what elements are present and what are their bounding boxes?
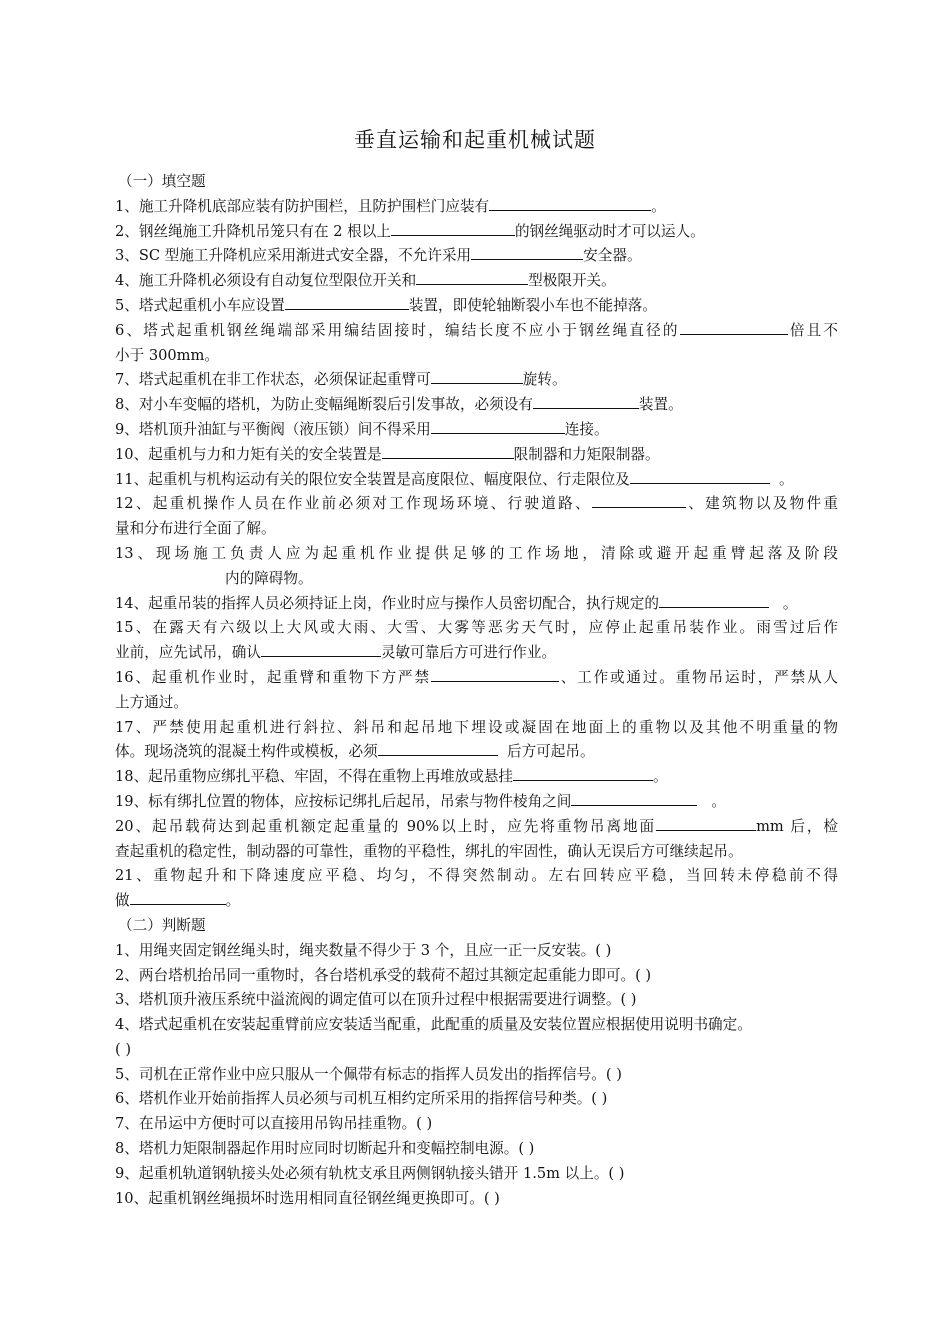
- document-title: 垂直运输和起重机械试题: [354, 128, 596, 152]
- question-16-cont: 上方通过。: [115, 693, 188, 711]
- answer-blank[interactable]: [656, 816, 756, 831]
- answer-blank[interactable]: [285, 295, 409, 310]
- question-16: 16、起重机作业时，起重臂和重物下方严禁 、工作或通过。重物吊运时，严禁从人: [115, 668, 838, 686]
- section-heading-true-false: （二）判断题: [118, 916, 206, 934]
- question-10: 10、起重机与力和力矩有关的安全装置是 限制器和力矩限制器。: [115, 445, 660, 463]
- judgement-2: 2、两台塔机抬吊同一重物时，各台塔机承受的载荷不超过其额定起重能力即可。( ): [115, 966, 652, 984]
- question-15: 15、在露天有六级以上大风或大雨、大雪、大雾等恶劣天气时，应停止起重吊装作业。雨雪过后作: [115, 619, 838, 637]
- question-20-cont: 查起重机的稳定性，制动器的可靠性，重物的平稳性，绑扎的牢固性，确认无误后方可继续起吊。: [115, 842, 743, 860]
- answer-blank[interactable]: [471, 245, 583, 260]
- question-3: 3、SC 型施工升降机应采用渐进式安全器，不允许采用 安全器。: [115, 247, 642, 265]
- question-11: 11、起重机与机构运动有关的限位安全装置是高度限位、幅度限位、行走限位及 。: [115, 470, 794, 488]
- judgement-3: 3、塔机顶升液压系统中溢流阀的调定值可以在顶升过程中根据需要进行调整。( ): [115, 991, 637, 1009]
- document-body: [115, 170, 838, 1211]
- answer-blank[interactable]: [680, 320, 788, 335]
- judgement-5: 5、司机在正常作业中应只服从一个佩带有标志的指挥人员发出的指挥信号。( ): [115, 1065, 622, 1083]
- question-12: 12、起重机操作人员在作业前必须对工作现场环境、行驶道路、 、建筑物以及物件重: [115, 495, 838, 513]
- judgement-4: 4、塔式起重机在安装起重臂前应安装适当配重，此配重的质量及安装位置应根据使用说明书确定。: [115, 1016, 752, 1034]
- question-8: 8、对小车变幅的塔机，为防止变幅绳断裂后引发事故，必须设有 装置。: [115, 396, 683, 414]
- question-2: 2、钢丝绳施工升降机吊笼只有在 2 根以上 的钢丝绳驱动时才可以运人。: [115, 222, 705, 240]
- question-1: 1、施工升降机底部应装有防护围栏，且防护围栏门应装有 。: [115, 197, 666, 215]
- answer-blank[interactable]: [659, 593, 769, 608]
- answer-blank[interactable]: [431, 667, 559, 682]
- question-14: 14、起重吊装的指挥人员必须持证上岗，作业时应与操作人员密切配合，执行规定的 。: [115, 594, 798, 612]
- section-heading-fill-blank: （一）填空题: [118, 173, 206, 190]
- question-13-cont: 内的障碍物。: [115, 567, 838, 592]
- question-17: 17、严禁使用起重机进行斜拉、斜吊和起吊地下埋设或凝固在地面上的重物以及其他不明重量的物: [115, 718, 838, 736]
- judgement-8: 8、塔机力矩限制器起作用时应同时切断起升和变幅控制电源。( ): [115, 1140, 535, 1158]
- question-20: 20、起吊载荷达到起重机额定起重量的 90%以上时，应先将重物吊离地面 mm 后，检: [115, 817, 838, 835]
- answer-blank[interactable]: [489, 196, 651, 211]
- answer-blank[interactable]: [571, 791, 697, 806]
- question-6-cont: 小于 300mm。: [115, 346, 219, 364]
- question-17-cont: 体。现场浇筑的混凝土构件或模板，必须 后方可起吊。: [115, 743, 595, 761]
- question-4: 4、施工升降机必须设有自动复位型限位开关和 型极限开关。: [115, 272, 616, 290]
- answer-blank[interactable]: [630, 469, 770, 484]
- answer-blank[interactable]: [382, 444, 514, 459]
- judgement-6: 6、塔机作业开始前指挥人员必须与司机互相约定所采用的指挥信号种类。( ): [115, 1090, 608, 1108]
- question-13: 13、现场施工负责人应为起重机作业提供足够的工作场地，清除或避开起重臂起落及阶段: [115, 544, 838, 562]
- answer-blank[interactable]: [513, 766, 653, 781]
- question-9: 9、塔机顶升油缸与平衡阀（液压锁）间不得采用 连接。: [115, 420, 609, 438]
- judgement-9: 9、起重机轨道钢轨接头处必须有轨枕支承且两侧钢轨接头错开 1.5m 以上。( ): [115, 1164, 625, 1182]
- question-21: 21、重物起升和下降速度应平稳、均匀，不得突然制动。左右回转应平稳，当回转未停稳前不得: [115, 867, 838, 885]
- question-6: 6、塔式起重机钢丝绳端部采用编结固接时，编结长度不应小于钢丝绳直径的 倍且不: [115, 321, 838, 339]
- answer-blank[interactable]: [378, 741, 498, 756]
- question-21-cont: 做 。: [115, 892, 241, 910]
- question-7: 7、塔式起重机在非工作状态，必须保证起重臂可 旋转。: [115, 371, 567, 389]
- answer-blank[interactable]: [115, 569, 225, 583]
- answer-blank[interactable]: [391, 221, 515, 236]
- answer-blank[interactable]: [592, 493, 686, 508]
- answer-blank[interactable]: [431, 419, 565, 434]
- question-5: 5、塔式起重机小车应设置 装置，即使轮轴断裂小车也不能掉落。: [115, 296, 657, 314]
- question-15-cont: 业前，应先试吊，确认 灵敏可靠后方可进行作业。: [115, 644, 557, 662]
- question-18: 18、起吊重物应绑扎平稳、牢固，不得在重物上再堆放或悬挂 。: [115, 768, 668, 786]
- judgement-7: 7、在吊运中方便时可以直接用吊钩吊挂重物。( ): [115, 1115, 433, 1133]
- answer-blank[interactable]: [416, 270, 528, 285]
- judgement-4-cont: ( ): [115, 1040, 132, 1058]
- answer-blank[interactable]: [431, 369, 523, 384]
- answer-blank[interactable]: [261, 642, 381, 657]
- question-12-cont: 量和分布进行全面了解。: [115, 520, 276, 538]
- answer-blank[interactable]: [533, 394, 639, 409]
- judgement-1: 1、用绳夹固定钢丝绳头时，绳夹数量不得少于 3 个，且应一正一反安装。( ): [115, 941, 612, 959]
- judgement-10: 10、起重机钢丝绳损坏时选用相同直径钢丝绳更换即可。( ): [115, 1189, 500, 1207]
- answer-blank[interactable]: [130, 890, 226, 905]
- question-19: 19、标有绑扎位置的物体，应按标记绑扎后起吊，吊索与物件棱角之间 。: [115, 792, 726, 810]
